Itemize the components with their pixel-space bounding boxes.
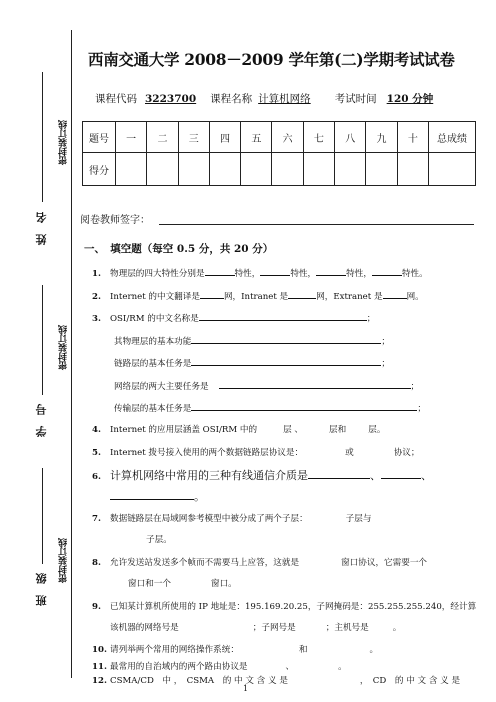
question-text: 最常用的自治域内的两个路由协议是 [110, 662, 248, 672]
class-label: 班 级 [35, 573, 48, 606]
question-text: 层和 [329, 425, 347, 435]
question-text: 子层与 [345, 514, 372, 524]
question-text: 层 、 [283, 425, 304, 435]
question-3d [114, 401, 426, 415]
exam-time-label: 考试时间 [334, 93, 377, 105]
exam-title: 西南交通大学 2008－2009 学年第(二)学期考试试卷 [88, 50, 455, 69]
question-text: 特性。 [401, 269, 428, 279]
answer-blank[interactable] [205, 266, 235, 276]
seal-label-1: 密封装订线 [59, 120, 69, 165]
question-number: 7. [92, 514, 101, 524]
question-text: 窗口和一个 [128, 579, 171, 589]
grader-signature-label: 阅卷教师签字： [80, 215, 150, 226]
header-cell: 八 [335, 122, 366, 153]
question-text: 网络层的两大主要任务是 [114, 382, 209, 392]
name-field-line[interactable] [42, 72, 43, 202]
answer-blank[interactable] [381, 469, 421, 479]
question-text: 网，Intranet 是 [223, 292, 289, 302]
score-cell[interactable] [272, 153, 303, 186]
question-2 [92, 289, 424, 303]
score-table-header-row [83, 122, 476, 153]
header-cell: 九 [366, 122, 397, 153]
score-cell[interactable] [116, 153, 147, 186]
score-cell[interactable] [366, 153, 397, 186]
question-6-cont [110, 490, 205, 502]
question-text: ； [410, 382, 420, 392]
question-text: Internet 拨号接入使用的两个数据链路层协议是： [110, 448, 304, 458]
answer-blank[interactable] [191, 356, 381, 366]
question-text: ， CD 的 中 文 含 义 是 [359, 676, 461, 686]
course-name-label: 课程名称 [210, 93, 253, 105]
question-number: 5. [92, 448, 101, 458]
student-id-label: 学 号 [35, 404, 48, 437]
question-text: ； [366, 314, 376, 324]
question-text: 网。 [406, 292, 424, 302]
answer-blank[interactable] [260, 266, 290, 276]
header-cell: 总成绩 [429, 122, 476, 153]
question-text: 、 [421, 469, 432, 482]
score-cell[interactable] [147, 153, 178, 186]
name-label: 姓 名 [35, 212, 48, 245]
question-text: 特性， [290, 269, 317, 279]
question-text: 其物理层的基本功能 [114, 337, 192, 347]
question-text: 传输层的基本任务是 [114, 404, 192, 414]
header-cell: 题号 [83, 122, 116, 153]
question-text: 。 [369, 645, 379, 655]
section-1-title: 一、 填空题（每空 0.5 分，共 20 分） [84, 243, 274, 255]
question-number: 12. [92, 676, 107, 686]
question-text: 和 [298, 645, 308, 655]
question-text: 请列举两个常用的网络操作系统： [110, 645, 239, 655]
answer-blank[interactable] [316, 266, 346, 276]
question-3b [114, 356, 390, 370]
question-text: 计算机网络中常用的三种有线通信介质是 [110, 469, 308, 482]
header-cell: 五 [241, 122, 272, 153]
seal-label-2: 密封装订线 [59, 325, 69, 370]
question-9-cont [110, 623, 401, 634]
question-text: 、 [370, 469, 381, 482]
question-text: 允许发送站发送多个帧而不需要马上应答，这就是 [110, 558, 300, 568]
header-cell: 二 [147, 122, 178, 153]
question-number: 4. [92, 425, 101, 435]
header-cell: 三 [178, 122, 209, 153]
score-cell[interactable] [303, 153, 334, 186]
question-text: 。 [338, 662, 347, 672]
question-7-cont [146, 535, 172, 546]
answer-blank[interactable] [191, 401, 417, 411]
question-3c [114, 379, 419, 393]
question-text: 窗口协议，它需要一个 [341, 558, 428, 568]
score-cell[interactable] [241, 153, 272, 186]
question-3 [92, 311, 375, 325]
question-text: 链路层的基本任务是 [114, 359, 192, 369]
question-11 [92, 662, 347, 673]
question-4 [92, 425, 385, 436]
question-6 [92, 469, 432, 483]
question-text: OSI/RM 的中文名称是 [110, 314, 199, 324]
question-7 [92, 514, 371, 525]
score-cell[interactable] [178, 153, 209, 186]
page-number: 1 [243, 684, 249, 693]
score-table-score-row [83, 153, 476, 186]
question-text: 协议； [393, 448, 420, 458]
question-text: 或 [345, 448, 354, 458]
seal-label-3: 密封装订线 [59, 538, 69, 583]
question-10 [92, 645, 378, 656]
question-text: Internet 的应用层涵盖 OSI/RM 中的 [110, 425, 258, 435]
class-field-line[interactable] [42, 468, 43, 564]
course-name: 计算机网络 [258, 93, 311, 105]
header-cell: 一 [116, 122, 147, 153]
score-cell-total[interactable] [429, 153, 476, 186]
answer-blank[interactable] [372, 266, 402, 276]
question-number: 9. [92, 602, 101, 612]
question-text: CSMA/CD 中 ， CSMA 的 中 文 含 义 是 [110, 676, 288, 686]
score-row-label: 得分 [83, 153, 116, 186]
question-number: 8. [92, 558, 101, 568]
question-text: 网，Extranet 是 [316, 292, 383, 302]
question-text: Internet 的中文翻译是 [110, 292, 200, 302]
question-text: 已知某计算机所使用的 IP 地址是：195.169.20.25，子网掩码是：255.255.255.240，经计算 [110, 602, 477, 612]
answer-blank[interactable] [219, 379, 411, 389]
score-cell[interactable] [335, 153, 366, 186]
answer-blank[interactable] [288, 289, 316, 299]
question-8 [92, 558, 427, 569]
question-text: 、 [285, 662, 295, 672]
question-12 [92, 676, 460, 687]
answer-blank[interactable] [383, 289, 407, 299]
question-text: ；主机号是 [325, 623, 369, 633]
answer-blank[interactable] [199, 311, 367, 321]
grader-signature-line[interactable] [159, 224, 474, 225]
answer-blank[interactable] [191, 334, 381, 344]
course-info [95, 91, 437, 106]
question-number: 11. [92, 662, 107, 672]
question-8-cont [110, 579, 237, 590]
score-table [82, 121, 476, 186]
score-cell[interactable] [397, 153, 428, 186]
header-cell: 十 [397, 122, 428, 153]
question-number: 1. [92, 269, 101, 279]
header-cell: 四 [209, 122, 240, 153]
question-text: 数据链路层在局域网参考模型中被分成了两个子层： [110, 514, 308, 524]
binding-line [71, 30, 72, 678]
question-text: 特性， [346, 269, 372, 279]
answer-blank[interactable] [110, 490, 194, 500]
question-text: 该机器的网络号是 [110, 623, 179, 633]
answer-blank[interactable] [200, 289, 224, 299]
question-text: 。 [194, 490, 205, 503]
question-text: 特性， [234, 269, 261, 279]
question-text: 。 [392, 623, 402, 633]
question-text: ； [417, 404, 426, 414]
question-text: 窗口。 [210, 579, 237, 589]
question-number: 10. [92, 645, 107, 655]
question-number: 3. [92, 314, 101, 324]
question-number: 6. [92, 472, 101, 482]
question-5 [92, 448, 419, 459]
exam-time: 120 分钟 [386, 93, 434, 105]
score-cell[interactable] [209, 153, 240, 186]
question-9 [92, 602, 476, 613]
header-cell: 七 [303, 122, 334, 153]
question-text: ； [381, 359, 390, 369]
header-cell: 六 [272, 122, 303, 153]
course-code-label: 课程代码 [95, 93, 137, 105]
question-text: ； [381, 337, 390, 347]
answer-blank[interactable] [308, 469, 370, 479]
question-text: ；子网号是 [252, 623, 296, 633]
student-id-field-line[interactable] [42, 285, 43, 395]
question-text: 层。 [368, 425, 386, 435]
question-number: 2. [92, 292, 101, 302]
question-1 [92, 266, 428, 280]
course-code: 3223700 [145, 93, 197, 105]
question-3a [114, 334, 390, 348]
question-text: 物理层的四大特性分别是 [110, 269, 205, 279]
question-text: 子层。 [146, 535, 172, 545]
